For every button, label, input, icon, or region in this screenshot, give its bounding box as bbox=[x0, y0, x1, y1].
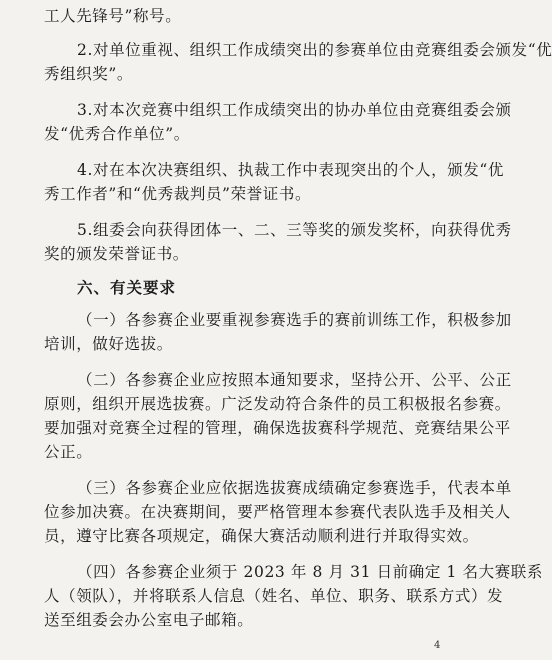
requirement-2-line-1: （二）各参赛企业应按照本通知要求，坚持公开、公平、公正 bbox=[77, 371, 512, 389]
award-item-3-line-2: 发“优秀合作单位”。 bbox=[44, 125, 190, 143]
requirement-3-line-1: （三）各参赛企业应依据选拔赛成绩确定参赛选手，代表本单 bbox=[77, 479, 512, 497]
requirement-2-line-3: 要加强对竞赛全过程的管理，确保选拔赛科学规范、竞赛结果公平 bbox=[44, 419, 511, 437]
award-item-4-line-1: 4.对在本次决赛组织、执裁工作中表现突出的个人，颁发“优 bbox=[77, 161, 505, 179]
award-item-2-line-2: 秀组织奖”。 bbox=[44, 65, 134, 83]
section-heading: 六、有关要求 bbox=[77, 279, 177, 297]
award-item-5-line-2: 奖的颁发荣誉证书。 bbox=[44, 245, 189, 263]
requirement-2-line-4: 公正。 bbox=[44, 443, 93, 461]
award-item-2-line-1: 2.对单位重视、组织工作成绩突出的参赛单位由竞赛组委会颁发“优 bbox=[77, 41, 552, 59]
requirement-4-line-2: 人（领队），并将联系人信息（姓名、单位、职务、联系方式）发 bbox=[44, 587, 504, 605]
requirement-1-line-1: （一）各参赛企业要重视参赛选手的赛前训练工作，积极参加 bbox=[77, 311, 512, 329]
requirement-1-line-2: 培训，做好选拔。 bbox=[44, 335, 173, 353]
requirement-4-line-1: （四）各参赛企业须于 2023 年 8 月 31 日前确定 1 名大赛联系 bbox=[77, 563, 544, 581]
award-item-4-line-2: 秀工作者”和“优秀裁判员”荣誉证书。 bbox=[44, 185, 312, 203]
award-item-5-line-1: 5.组委会向获得团体一、二、三等奖的颁发奖杯，向获得优秀 bbox=[77, 221, 512, 239]
page-number: 4 bbox=[434, 640, 441, 651]
requirement-3-line-3: 员，遵守比赛各项规定，确保大赛活动顺利进行并取得实效。 bbox=[44, 527, 479, 545]
requirement-2-line-2: 原则，组织开展选拔赛。广泛发动符合条件的员工积极报名参赛。 bbox=[44, 395, 511, 413]
award-text-line: 工人先锋号”称号。 bbox=[44, 7, 182, 25]
requirement-3-line-2: 位参加决赛。在决赛期间，要严格管理本参赛代表队选手及相关人 bbox=[44, 503, 511, 521]
requirement-4-line-3: 送至组委会办公室电子邮箱。 bbox=[44, 611, 254, 629]
award-item-3-line-1: 3.对本次竞赛中组织工作成绩突出的协办单位由竞赛组委会颁 bbox=[77, 101, 512, 119]
